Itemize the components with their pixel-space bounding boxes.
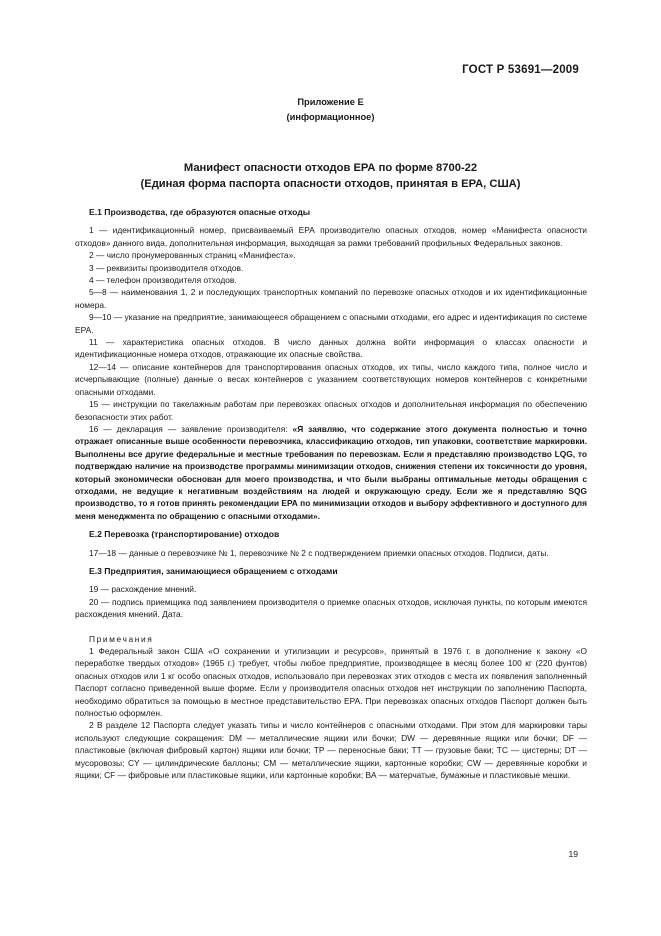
page-number: 19 <box>568 849 578 859</box>
paragraph: 2 — число пронумерованных страниц «Манифеста». <box>89 250 296 261</box>
notes-heading: Примечания <box>89 633 154 644</box>
appendix-label <box>0 95 661 125</box>
standard-number: ГОСТ Р 53691—2009 <box>462 64 579 76</box>
paragraph: 9—10 — указание на предприятие, занимающееся обращением с опасными отходами, его адрес и идентификация по системе ЕРА. <box>75 312 587 335</box>
declaration-text: «Я заявляю, что содержание этого документа полностью и точно отражает описанные выше особенности перевозчика, классификацию отходов, тип упаковки, соответствие маркировки. Выполнены все другие федеральные и местные требования по перевозкам. Если я представляю производство LQG, то подтверждаю наличие на производстве программы минимизации отходов, снижения степени их токсичности до уровня, который экономически обоснован для моего производства, и что были выбраны оптимальные методы обращения с отходами, не ведущие к негативным воздействиям на людей и окружающую среду. Если же я представляю SQG производство, то я готов принять рекомендации ЕРА по минимизации отходов и выбору эффективного и доступного для меня менеджмента по обращению с опасными отходами». <box>75 423 587 521</box>
paragraph: 15 — инструкции по такелажным работам при перевозках опасных отходов и дополнительная информация по обеспечению безопасности этих работ. <box>75 399 587 422</box>
paragraph: 4 — телефон производителя отходов. <box>89 275 237 286</box>
appendix-status: (информационное) <box>286 112 375 122</box>
note-2: 2 В разделе 12 Паспорта следует указать типы и число контейнеров с опасными отходами. При этом для маркировки тары используют следующие сокращения: DM — металлические ящики или бочки; DW — деревянные ящики или бочки; DF — пластиковые (включая фибровый картон) ящики или бочки; TP — переносные баки; TT — грузовые баки; TC — цистерны; DT — мусоровозы; CY — цилиндрические баллоны; CM — металлические ящики, картонные коробки; CW — деревянные коробки и ящики; CF — фибровые или пластиковые ящики, или картонные коробки; BA — матерчатые, бумажные и пластиковые мешки. <box>75 720 587 781</box>
paragraph: 17—18 — данные о перевозчике № 1, перевозчике № 2 с подтверждением приемки опасных отходов. Подписи, даты. <box>89 547 549 558</box>
declaration-paragraph <box>75 423 587 522</box>
title-line-1: Манифест опасности отходов ЕРА по форме 8700-22 <box>183 162 478 174</box>
paragraph: 19 — расхождение мнений. <box>89 584 197 595</box>
appendix-name: Приложение Е <box>297 97 364 107</box>
paragraph: 12—14 — описание контейнеров для транспортирования опасных отходов, их типы, число каждого типа, полное число и исчерпывающие (полные) данные о весах контейнеров с указанием соответствующих номеров контейнеров с конкретными опасными отходами. <box>75 361 587 397</box>
paragraph: 1 — идентификационный номер, присваиваемый ЕРА производителю опасных отходов, номер «Манифеста опасности отходов» данного вида, дополнительная информация, выходящая за рамки требований профильных Федеральных законов. <box>75 225 587 248</box>
paragraph: 20 — подпись приемщика под заявлением производителя о приемке опасных отходов, исключая пункты, по которым имеются расхождения мнений. Дата. <box>75 596 587 620</box>
section-heading-e3: Е.3 Предприятия, занимающиеся обращением с отходами <box>89 565 338 576</box>
paragraph: 3 — реквизиты производителя отходов. <box>89 262 244 273</box>
section-heading-e2: Е.2 Перевозка (транспортирование) отходов <box>89 529 280 540</box>
note-1: 1 Федеральный закон США «О сохранении и утилизации и ресурсов», принятый в 1976 г. в дополнение к закону «О переработке твердых отходов» (1965 г.) требует, чтобы любое предприятие, производящее в месяц более 100 кг (220 фунтов) опасных отходов или 1 кг особо опасных отходов, использовало при перевозках этих отходов с места их появления заполненный Паспорт согласно приведенной выше форме. Если у производителя опасных отходов нет инструкции по заполнению Паспорта, необходимо обратиться за помощью в местное представительство ЕРА. При перевозках опасных отходов Паспорт должен быть полностью оформлен. <box>75 646 587 719</box>
section-heading-e1: Е.1 Производства, где образуются опасные отходы <box>89 207 311 217</box>
document-body <box>75 206 587 781</box>
title-line-2: (Единая форма паспорта опасности отходов, принятая в ЕРА, США) <box>140 178 521 190</box>
declaration-lead: 16 — декларация — заявление производителя: <box>89 423 293 434</box>
paragraph: 11 — характеристика опасных отходов. В число данных должна войти информация о классах опасности и идентификационные номера отходов, отражающие их опасные свойства. <box>75 337 587 360</box>
document-title <box>0 160 661 192</box>
paragraph: 5—8 — наименования 1, 2 и последующих транспортных компаний по перевозке опасных отходов и их идентификационные номера. <box>75 287 587 310</box>
